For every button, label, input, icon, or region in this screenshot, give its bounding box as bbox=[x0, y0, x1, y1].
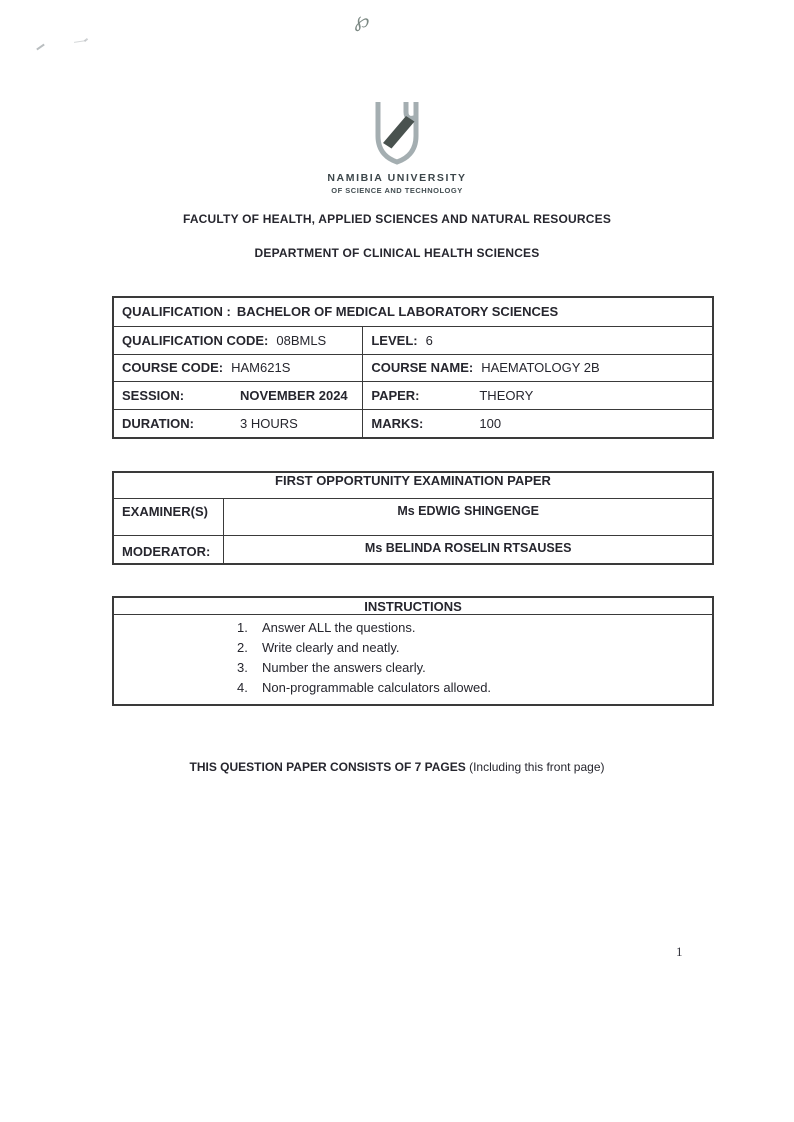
moderator-label: MODERATOR: bbox=[122, 544, 211, 559]
level-value: 6 bbox=[425, 332, 433, 348]
duration-value: 3 HOURS bbox=[240, 416, 298, 432]
page-number: 1 bbox=[676, 944, 683, 959]
instruction-item bbox=[237, 618, 704, 638]
session-value: NOVEMBER 2024 bbox=[240, 388, 348, 404]
table-row-codes bbox=[114, 326, 712, 354]
qualification-label: QUALIFICATION : bbox=[122, 304, 231, 320]
instruction-text: Number the answers clearly. bbox=[262, 660, 426, 675]
instructions-list bbox=[114, 615, 712, 704]
instruction-item bbox=[237, 658, 704, 678]
scan-artifact bbox=[36, 44, 45, 51]
level-label: LEVEL: bbox=[371, 332, 418, 348]
marks-value: 100 bbox=[479, 416, 502, 432]
duration-label: DURATION: bbox=[122, 416, 194, 432]
qualification-table bbox=[112, 296, 714, 439]
handwritten-pen-mark: ℘ bbox=[353, 7, 371, 33]
course-code-value: HAM621S bbox=[231, 360, 291, 376]
session-cell bbox=[114, 382, 362, 409]
table-row-examiner bbox=[114, 498, 712, 535]
instruction-number: 3. bbox=[237, 660, 248, 675]
instruction-text: Non-programmable calculators allowed. bbox=[262, 680, 492, 695]
qualification-code-value: 08BMLS bbox=[276, 332, 327, 348]
qualification-code-cell bbox=[114, 327, 362, 354]
instruction-number: 2. bbox=[237, 640, 248, 655]
qualification-value: BACHELOR OF MEDICAL LABORATORY SCIENCES bbox=[236, 304, 559, 320]
paper-value: THEORY bbox=[479, 388, 534, 404]
marks-cell bbox=[362, 410, 712, 437]
instruction-number: 1. bbox=[237, 620, 248, 635]
marks-label: MARKS: bbox=[371, 416, 424, 432]
instruction-number: 4. bbox=[237, 680, 248, 695]
table-row-moderator bbox=[114, 535, 712, 563]
instructions-table bbox=[112, 596, 714, 706]
qualification-code-label: QUALIFICATION CODE: bbox=[122, 332, 269, 348]
instruction-text: Write clearly and neatly. bbox=[262, 640, 400, 655]
course-name-value: HAEMATOLOGY 2B bbox=[481, 360, 600, 376]
table-row-duration bbox=[114, 409, 712, 437]
moderator-value: Ms BELINDA ROSELIN RTSAUSES bbox=[223, 536, 712, 563]
examiner-value: Ms EDWIG SHINGENGE bbox=[223, 499, 712, 535]
exam-paper-title: FIRST OPPORTUNITY EXAMINATION PAPER bbox=[275, 473, 551, 488]
table-row-qualification bbox=[114, 298, 712, 326]
instruction-item bbox=[237, 678, 704, 698]
course-name-cell bbox=[362, 355, 712, 382]
qualification-cell bbox=[114, 298, 712, 326]
course-code-label: COURSE CODE: bbox=[122, 360, 224, 376]
department-heading: DEPARTMENT OF CLINICAL HEALTH SCIENCES bbox=[254, 246, 540, 260]
university-logo bbox=[0, 98, 794, 195]
paper-cell bbox=[362, 382, 712, 409]
page-count-normal: (Including this front page) bbox=[465, 760, 605, 774]
course-code-cell bbox=[114, 355, 362, 382]
examiner-table bbox=[112, 471, 714, 565]
level-cell bbox=[362, 327, 712, 354]
examiner-label: EXAMINER(S) bbox=[122, 504, 208, 519]
instruction-text: Answer ALL the questions. bbox=[262, 620, 416, 635]
page-count-bold: THIS QUESTION PAPER CONSISTS OF 7 PAGES bbox=[189, 760, 466, 774]
duration-cell bbox=[114, 410, 362, 437]
faculty-heading: FACULTY OF HEALTH, APPLIED SCIENCES AND NATURAL RESOURCES bbox=[182, 212, 612, 226]
table-row-session bbox=[114, 381, 712, 409]
shield-icon bbox=[369, 98, 425, 166]
instruction-item bbox=[237, 638, 704, 658]
page-count-note bbox=[0, 760, 794, 774]
table-row-course bbox=[114, 354, 712, 382]
course-name-label: COURSE NAME: bbox=[371, 360, 474, 376]
session-label: SESSION: bbox=[122, 388, 185, 404]
logo-wordmark: NAMIBIA UNIVERSITY bbox=[327, 172, 467, 184]
paper-label: PAPER: bbox=[371, 388, 420, 404]
instructions-title: INSTRUCTIONS bbox=[114, 598, 712, 615]
logo-subtitle: OF SCIENCE AND TECHNOLOGY bbox=[331, 186, 463, 195]
scan-artifact bbox=[84, 38, 88, 42]
